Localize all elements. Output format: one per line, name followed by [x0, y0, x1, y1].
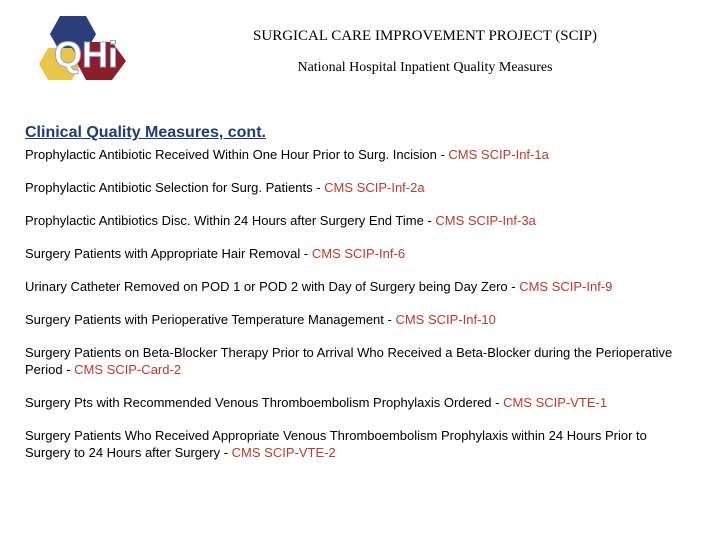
page-subtitle: National Hospital Inpatient Quality Measures [297, 60, 553, 75]
measure-text: Prophylactic Antibiotic Received Within One Hour Prior to Surg. Incision - [25, 147, 449, 162]
measure-code: CMS SCIP-Inf-6 [311, 246, 406, 261]
measure-text: Surgery Patients with Perioperative Temperature Management - [25, 312, 396, 327]
measure-text: Prophylactic Antibiotic Selection for Surg. Patients - [25, 180, 325, 195]
measure-code: CMS SCIP-Card-2 [74, 362, 182, 377]
measure-code: CMS SCIP-VTE-1 [503, 395, 608, 410]
measure-code: CMS SCIP-Inf-1a [448, 147, 549, 162]
list-item [25, 146, 695, 163]
measure-code: CMS SCIP-VTE-2 [231, 445, 336, 460]
measure-text: Urinary Catheter Removed on POD 1 or POD 2 with Day of Surgery being Day Zero - [25, 279, 520, 294]
measure-text: Prophylactic Antibiotics Disc. Within 24 Hours after Surgery End Time - [25, 213, 436, 228]
measure-text: Surgery Pts with Recommended Venous Thromboembolism Prophylaxis Ordered - [25, 395, 504, 410]
measure-code: CMS SCIP-Inf-2a [324, 180, 425, 195]
list-item [25, 245, 695, 262]
list-item [25, 344, 695, 378]
logo-text: QHi [54, 34, 119, 75]
measure-text: Surgery Patients on Beta-Blocker Therapy Prior to Arrival Who Received a Beta-Blocker during the Perioperative Period - [25, 345, 673, 377]
list-item [25, 427, 695, 461]
qhi-logo-graphic [38, 14, 130, 84]
list-item [25, 394, 695, 411]
qhi-logo [38, 14, 130, 84]
measure-text: Surgery Patients with Appropriate Hair Removal - [25, 246, 312, 261]
page-title: SURGICAL CARE IMPROVEMENT PROJECT (SCIP) [253, 28, 597, 44]
list-item [25, 179, 695, 196]
measure-code: CMS SCIP-Inf-3a [435, 213, 536, 228]
measure-code: CMS SCIP-Inf-9 [519, 279, 613, 294]
measure-code: CMS SCIP-Inf-10 [395, 312, 496, 327]
measures-list [25, 146, 695, 477]
list-item [25, 311, 695, 328]
measure-text: Surgery Patients Who Received Appropriate Venous Thromboembolism Prophylaxis within 24 Hours Prior to Surgery to 24 Hours after Surgery - [25, 428, 647, 460]
section-heading: Clinical Quality Measures, cont. [25, 124, 266, 141]
list-item [25, 212, 695, 229]
list-item [25, 278, 695, 295]
